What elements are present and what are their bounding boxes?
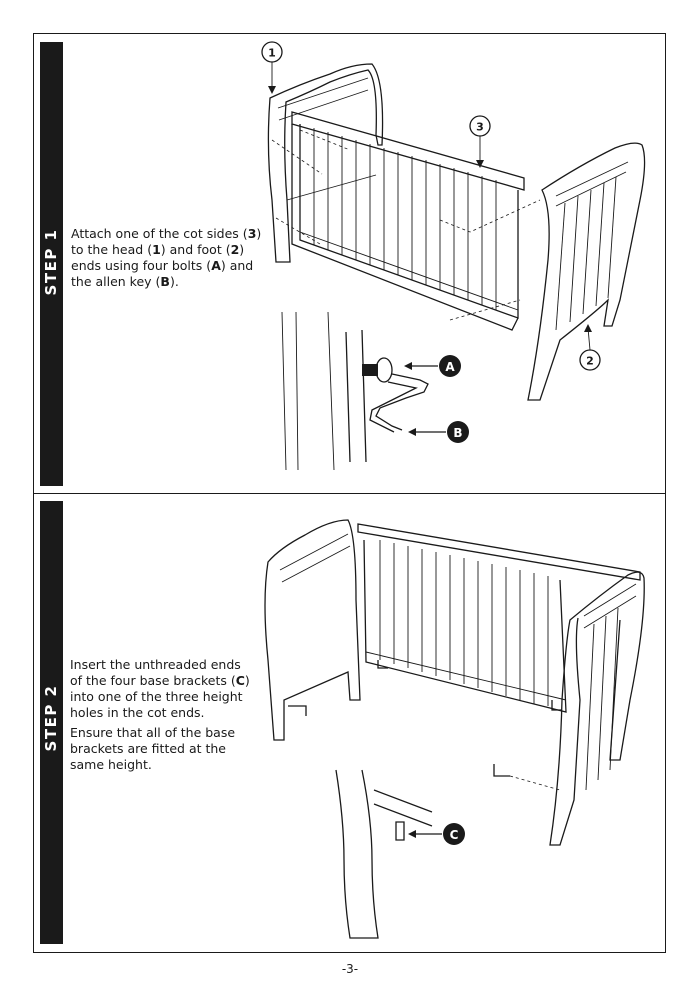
callout-2-label: 2 (586, 354, 594, 368)
bracket-detail (336, 770, 432, 938)
step-1-cot-illustration (262, 42, 645, 470)
callout-a-label: A (445, 360, 455, 374)
callout-3-label: 3 (476, 120, 484, 134)
page-number: -3- (341, 962, 359, 976)
step-2-paragraph-1: Insert the unthreaded ends of the four base brackets (C) into one of the three height holes in the cot ends. (70, 657, 250, 720)
callout-c-label: C (449, 828, 459, 842)
callout-1-label: 1 (268, 46, 276, 60)
step-2-label: STEP 2 (42, 684, 60, 752)
cot-side-panel (292, 112, 524, 330)
step-2-paragraph-2: Ensure that all of the base brackets are fitted at the same height. (70, 725, 236, 772)
bolt-detail (282, 312, 428, 470)
callout-b-label: B (453, 426, 463, 440)
step-1-label: STEP 1 (42, 228, 60, 296)
step-1-instructions: Attach one of the cot sides (3) to the head (1) and foot (2) ends using four bolts (A) and the allen key (B). (71, 226, 262, 289)
head-end-panel (268, 64, 382, 262)
step-2-cot-illustration (265, 520, 644, 938)
